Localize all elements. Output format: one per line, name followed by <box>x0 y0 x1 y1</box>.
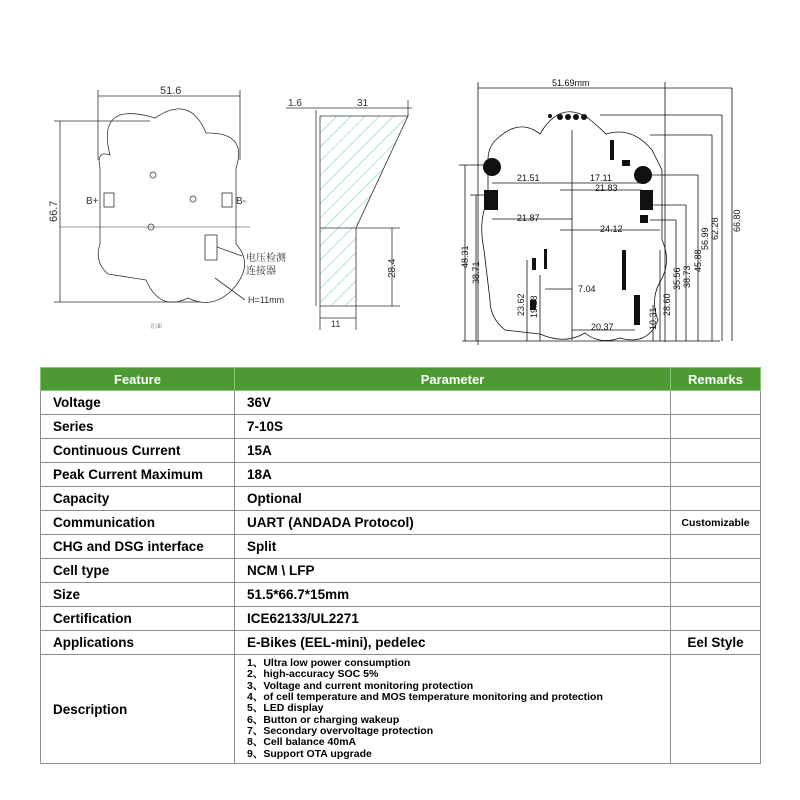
parameter-cell: NCM \ LFP <box>235 559 671 583</box>
pcb-dim-21-87: 21.87 <box>517 213 540 223</box>
table-row <box>41 583 761 607</box>
table-row <box>41 391 761 415</box>
front-height-dim: 66.7 <box>48 200 60 222</box>
feature-cell: Cell type <box>41 559 235 583</box>
feature-cell: Voltage <box>41 391 235 415</box>
pcb-dim-21-83: 21.83 <box>595 183 618 193</box>
parameter-cell: 7-10S <box>235 415 671 439</box>
front-caption: 正面 <box>150 324 163 330</box>
feature-cell: Continuous Current <box>41 439 235 463</box>
front-view-drawing <box>54 90 250 303</box>
remark-cell <box>671 415 761 439</box>
parameter-cell: 36V <box>235 391 671 415</box>
side-view-drawing <box>286 100 412 330</box>
parameter-cell: Split <box>235 535 671 559</box>
remark-cell <box>671 607 761 631</box>
description-cell <box>235 655 671 764</box>
feature-cell: Communication <box>41 511 235 535</box>
pcb-dim-66-80: 66.80 <box>732 209 742 232</box>
header-parameter: Parameter <box>235 368 671 391</box>
pcb-dim-28-60: 28.60 <box>662 293 672 316</box>
header-feature: Feature <box>41 368 235 391</box>
table-header-row <box>41 368 761 391</box>
remark-cell <box>671 535 761 559</box>
feature-cell: Certification <box>41 607 235 631</box>
feature-cell: Size <box>41 583 235 607</box>
feature-cell: CHG and DSG interface <box>41 535 235 559</box>
remark-cell <box>671 439 761 463</box>
technical-drawings <box>0 0 800 350</box>
table-row <box>41 511 761 535</box>
remark-cell <box>671 391 761 415</box>
pcb-dim-10-31: 10.31 <box>648 307 658 330</box>
pcb-dim-17-11: 17.11 <box>590 173 612 183</box>
pcb-dim-38-71: 38.71 <box>471 261 481 284</box>
feature-cell: Capacity <box>41 487 235 511</box>
remark-cell: Customizable <box>671 511 761 535</box>
bminus-pad <box>222 193 232 207</box>
parameter-cell: Optional <box>235 487 671 511</box>
table-row <box>41 607 761 631</box>
table-row <box>41 535 761 559</box>
description-item: 8、Cell balance 40mA <box>247 736 357 749</box>
table-row <box>41 415 761 439</box>
remark-cell <box>671 655 761 764</box>
feature-cell: Series <box>41 415 235 439</box>
side-bottom-dim: 11 <box>331 319 341 329</box>
parameter-cell: 15A <box>235 439 671 463</box>
front-width-dim: 51.6 <box>160 85 182 97</box>
bplus-label: B+ <box>86 196 99 207</box>
side-depth-dim: 31 <box>357 98 369 109</box>
pcb-dim-48-31: 48.31 <box>460 245 470 268</box>
pcb-dim-62-28: 62.28 <box>710 217 720 240</box>
connector-label-line1: 电压检测 <box>246 253 286 264</box>
pcb-dim-38-73: 38.73 <box>682 265 692 288</box>
spec-table <box>40 367 761 764</box>
pcb-dim-23-62: 23.62 <box>516 293 526 316</box>
remark-cell <box>671 487 761 511</box>
side-thickness-dim: 1.6 <box>288 98 302 109</box>
pcb-dim-7-04: 7.04 <box>578 284 596 294</box>
connector-label-line2: 连接器 <box>246 266 276 277</box>
remark-cell: Eel Style <box>671 631 761 655</box>
bplus-pad <box>104 193 114 207</box>
parameter-cell: E-Bikes (EEL-mini), pedelec <box>235 631 671 655</box>
description-item: 7、Secondary overvoltage protection <box>247 724 434 737</box>
pcb-dim-45-88: 45.88 <box>693 249 703 272</box>
table-row <box>41 631 761 655</box>
description-item: 5、LED display <box>247 702 324 715</box>
description-row <box>41 655 761 764</box>
description-item: 4、of cell temperature and MOS temperature monitoring and protection <box>247 691 603 704</box>
table-row <box>41 559 761 583</box>
pcb-dimension-drawing <box>459 82 732 345</box>
pcb-dim-35-56: 35.56 <box>672 267 682 290</box>
voltage-connector <box>205 235 217 260</box>
pcb-dim-20-37: 20.37 <box>591 322 614 332</box>
header-remarks: Remarks <box>671 368 761 391</box>
remark-cell <box>671 559 761 583</box>
side-height-dim: 28.4 <box>387 258 398 278</box>
feature-cell: Peak Current Maximum <box>41 463 235 487</box>
description-item: 6、Button or charging wakeup <box>247 713 400 726</box>
pcb-dim-19-18: 19.18 <box>529 295 539 318</box>
description-list <box>247 658 670 760</box>
description-item: 3、Voltage and current monitoring protection <box>247 679 474 692</box>
pcb-dim-24-12: 24.12 <box>600 224 623 234</box>
feature-cell: Applications <box>41 631 235 655</box>
height-label: H=11mm <box>248 295 285 305</box>
parameter-cell: 18A <box>235 463 671 487</box>
feature-cell: Description <box>41 655 235 764</box>
pcb-components <box>483 114 653 325</box>
parameter-cell: 51.5*66.7*15mm <box>235 583 671 607</box>
remark-cell <box>671 463 761 487</box>
description-item: 9、Support OTA upgrade <box>247 747 372 760</box>
table-row <box>41 487 761 511</box>
pcb-dim-56-99: 56.99 <box>700 227 710 250</box>
parameter-cell: UART (ANDADA Protocol) <box>235 511 671 535</box>
parameter-cell: ICE62133/UL2271 <box>235 607 671 631</box>
table-row <box>41 439 761 463</box>
table-row <box>41 463 761 487</box>
description-item: 1、Ultra low power consumption <box>247 657 411 670</box>
bminus-label: B- <box>236 196 246 207</box>
remark-cell <box>671 583 761 607</box>
pcb-width-dim: 51.69mm <box>552 78 590 88</box>
pcb-dim-21-51: 21.51 <box>517 173 540 183</box>
description-item: 2、high-accuracy SOC 5% <box>247 668 379 681</box>
front-board-outline <box>98 109 244 303</box>
